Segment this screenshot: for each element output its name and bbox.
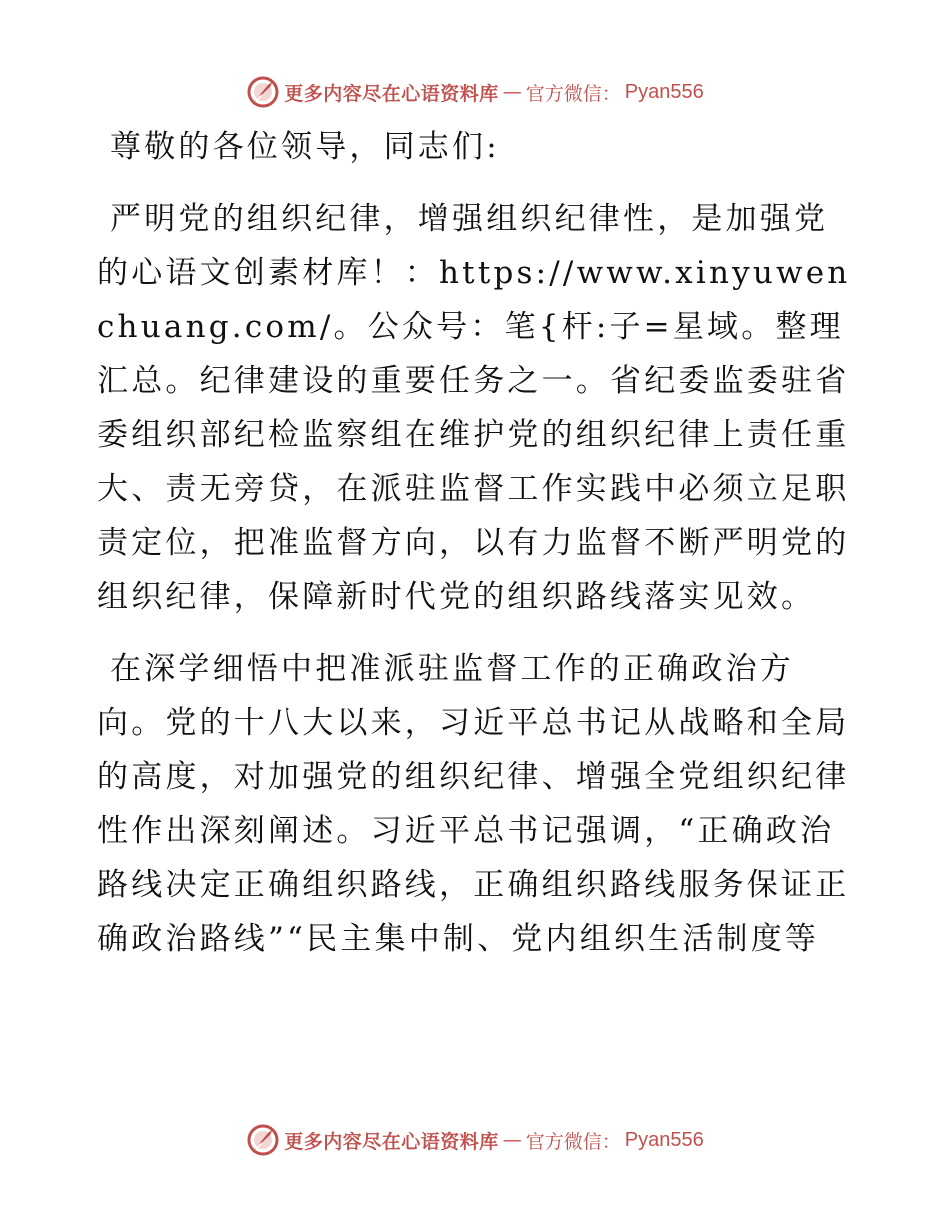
header-wechat-label: 官方微信： xyxy=(525,82,621,105)
quill-logo-icon xyxy=(246,1123,280,1157)
body-paragraph-1: 严明党的组织纪律，增强组织纪律性，是加强党的心语文创素材库！：https://www.xinyuwenchuang.com/。公众号：笔{杆:子=星域。整理汇总。纪律建设的重要任务之一。省纪委监委驻省委组织部纪检监察组在维护党的组织纪律上责任重大、责无旁贷，在派驻监督工作实践中必须立足职责定位，把准监督方向，以有力监督不断严明党的组织纪律，保障新时代党的组织路线落实见效。 xyxy=(97,201,851,615)
header-banner-text: 更多内容尽在心语资料库 xyxy=(284,82,499,105)
footer-banner xyxy=(0,1120,950,1160)
footer-banner-text: 更多内容尽在心语资料库 xyxy=(284,1130,499,1153)
footer-wechat-label: 官方微信： xyxy=(525,1130,621,1153)
header-banner xyxy=(0,72,950,112)
salutation: 尊敬的各位领导，同志们: xyxy=(110,129,500,165)
footer-banner-content xyxy=(246,1123,704,1157)
header-banner-content xyxy=(246,75,704,109)
body-paragraph-2: 在深学细悟中把准派驻监督工作的正确政治方向。党的十八大以来，习近平总书记从战略和全局的高度，对加强党的组织纪律、增强全党组织纪律性作出深刻阐述。习近平总书记强调，“正确政治路线决定正确组织路线，正确组织路线服务保证正确政治路线”“民主集中制、党内组织生活制度等 xyxy=(97,651,850,957)
footer-banner-separator: — xyxy=(502,1129,522,1151)
document-body xyxy=(97,120,857,966)
footer-wechat-id: Pyan556 xyxy=(624,1128,704,1151)
header-banner-separator: — xyxy=(502,81,522,103)
header-wechat-id: Pyan556 xyxy=(624,80,704,103)
quill-logo-icon xyxy=(246,75,280,109)
